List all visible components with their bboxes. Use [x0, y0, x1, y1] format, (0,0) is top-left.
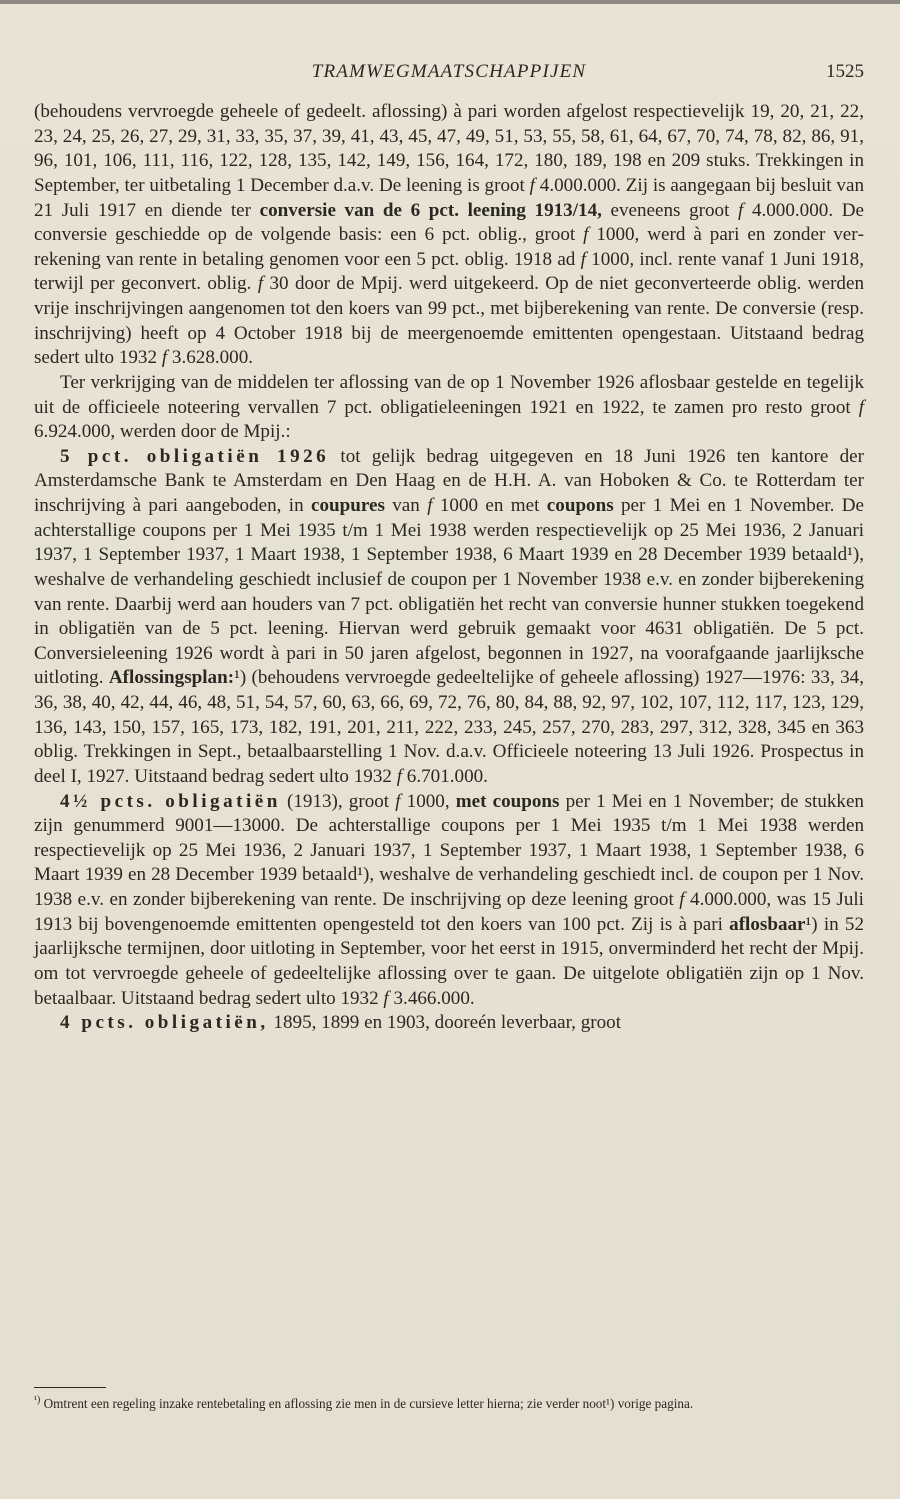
paragraph	[34, 445, 864, 790]
footnote	[34, 1395, 864, 1412]
running-title: TRAMWEGMAATSCHAPPIJEN	[311, 61, 587, 82]
running-head	[34, 61, 864, 87]
paragraph-text: f	[395, 790, 401, 812]
paragraph-text: 4.000.000, was 15 Juli 1913 bij bovengenoemde emittenten opengesteld tot den koers van 100 pct. Zij is à pari	[34, 889, 864, 935]
paragraph-text: f	[396, 765, 403, 787]
paragraph-text: 1895, 1899 en 1903, dooreén leverbaar, groot	[268, 1012, 622, 1034]
paragraph-text: per 1 Mei en 1 November. De achterstallige coupons per 1 Mei 1935 t/m 1 Mei 1938 werden respectievelijk op 25 Mei 1936, 2 Januari 1937, 1 September 1937, 1 Maart 1938, 1 September 1938, 6 Maart 1939 en 28 December 1939 betaald¹), weshalve de verhandeling geschiedt inclusief de coupon per 1 November 1938 e.v. en zonder bijberekening van rente. Daarbij werd aan houders van 7 pct. obligatiën het recht van conversie hunner stukken toegekend in obligatiën van de 5 pct. leening. Hiervan werd gebruik gemaakt voor 4631 obligatiën. De 5 pct. Conversieleening 1926 wordt à pari in 50 jaren afgelost, begonnen in 1927, na voorafgaande jaarlijksche uitloting.	[34, 495, 864, 689]
paragraph-text: 1000, werd à pari en zonder verrekening van rente in betaling genomen voor een 5 pct. oblig. 1918 ad	[34, 224, 864, 270]
page-top-edge	[0, 0, 900, 4]
footnote-text: Omtrent een regeling inzake rentebetaling en aflossing zie men in de cursieve letter hierna; zie verder noot¹) vorige pagina.	[40, 1396, 694, 1411]
paragraph-text: f	[580, 248, 586, 270]
emphasis-text: met coupons	[455, 790, 560, 812]
page-number: 1525	[826, 61, 864, 82]
paragraph-text: 30 door de Mpij. werd uitgekeerd. Op de niet geconverteerde oblig. werden vrije inschrijvingen aangenomen tot den koers van 99 pct., met bijberekening van rente. De conversie (resp. inschrijving) heeft op 4 October 1918 bij de meergenoemde emittenten opengestaan. Uitstaand bedrag sedert ulto 1932	[34, 273, 864, 369]
paragraph-text: ¹) in 52 jaarlijksche termijnen, door uitloting in September, voor het eerst in 1915, onverminderd het recht der Mpij. om tot vervroegde geheele of gedeeltelijke aflossing over te gaan. De uitgelote obligatiën zijn op 1 Nov. betaalbaar. Uitstaand bedrag sedert ulto 1932	[34, 913, 865, 1009]
paragraph-text: 6.701.000.	[402, 765, 488, 787]
paragraph-text: van	[384, 495, 428, 516]
paragraph	[34, 371, 864, 445]
paragraph-text: f	[738, 199, 744, 221]
paragraph-text: 1000,	[400, 790, 456, 812]
paragraph-text: f	[161, 347, 168, 369]
paragraph-text: 3.466.000.	[388, 987, 475, 1009]
paragraph-text: 3.628.000.	[167, 347, 254, 369]
paragraph-text: f	[383, 987, 389, 1009]
paragraph-text: (1913), groot	[280, 790, 396, 812]
paragraph-text: 1000, incl. rente vanaf 1 Juni 1918, terwijl per geconvert. oblig.	[34, 248, 864, 295]
emphasis-text: conversie van de 6 pct. leening 1913/14,	[259, 199, 602, 221]
loan-heading: 4½ pcts. obligatiën	[60, 790, 281, 812]
paragraph-text: f	[257, 273, 264, 295]
paragraph-text: f	[679, 889, 685, 910]
paragraph-text: f	[583, 224, 589, 246]
paragraph-text: (behoudens vervroegde geheele of gedeelt. aflossing) à pari worden afgelost respectievelijk 19, 20, 21, 22, 23, 24, 25, 26, 27, 29, 31, 33, 35, 37, 39, 41, 43, 45, 47, 49, 51, 53, 55, 58, 61, 64, 67, 70, 74, 78, 82, 86, 91, 96, 101, 106, 111, 116, 122, 128, 135, 142, 149, 156, 164, 172, 180, 189, 198 en 209 stuks. Trekkingen in September, ter uitbetaling 1 December d.a.v. De leening is groot	[34, 101, 864, 196]
emphasis-text: Aflossingsplan:	[108, 667, 235, 689]
paragraph-text: ¹) (behoudens vervroegde gedeeltelijke of geheele aflossing) 1927—1976: 33, 34, 36, 38, 40, 42, 44, 46, 48, 51, 54, 57, 60, 63, 66, 69, 72, 76, 80, 84, 88, 92, 97, 102, 107, 112, 117, 123, 129, 136, 143, 150, 157, 165, 173, 182, 191, 201, 211, 222, 233, 245, 257, 270, 283, 297, 312, 328, 345 en 363 oblig. Trekkingen in Sept., betaalbaarstelling 1 Nov. d.a.v. Officieele noteering 13 Juli 1926. Prospectus in deel I, 1927. Uitstaand bedrag sedert ulto 1932	[34, 667, 864, 787]
paragraph-text: 4.000.000. De conversie geschiedde op de volgende basis: een 6 pct. oblig., groot	[34, 199, 864, 246]
paragraph-text: 4.000.000. Zij is aangegaan bij besluit van 21 Juli 1917 en diende ter	[34, 174, 864, 221]
paragraph-text: 1000 en met	[432, 495, 547, 516]
emphasis-text: aflosbaar	[729, 913, 806, 935]
emphasis-text: coupures	[310, 495, 385, 516]
paragraph	[34, 100, 864, 371]
loan-heading: 5 pct. obligatiën 1926	[60, 445, 330, 467]
footnote-rule	[34, 1387, 106, 1388]
paragraph-text: f	[529, 174, 535, 196]
paragraph	[34, 790, 864, 1012]
paragraph-text: f	[858, 396, 864, 418]
paragraph-text: 6.924.000, werden door de Mpij.:	[34, 421, 291, 443]
paragraph-text: tot gelijk bedrag uitgegeven en 18 Juni 1926 ten kantore der Amsterdamsche Bank te Amsterdam en Den Haag en de H.H. A. van Hoboken & Co. te Rotterdam ter inschrijving à pari aangeboden, in	[34, 445, 864, 516]
paragraph-text: f	[427, 495, 433, 516]
paragraph-text: eveneens groot	[601, 199, 739, 221]
footnote-marker: ¹)	[34, 1394, 41, 1406]
paragraph-text: per 1 Mei en 1 November; de stukken zijn genummerd 9001—13000. De achterstallige coupons per 1 Mei 1935 t/m 1 Mei 1938 werden respectievelijk op 25 Mei 1936, 2 Januari 1937, 1 September 1937, 1 Maart 1938, 1 September 1938, 6 Maart 1939 en 28 December 1939 betaald¹), weshalve de verhandeling geschiedt incl. de coupon per 1 Nov. 1938 e.v. en zonder bijberekening van rente. De inschrijving op deze leening groot	[34, 790, 864, 910]
paragraph	[34, 1011, 864, 1036]
body-text	[34, 100, 864, 1036]
loan-heading: 4 pcts. obligatiën,	[60, 1012, 269, 1034]
paragraph-text: Ter verkrijging van de middelen ter aflossing van de op 1 November 1926 aflosbaar gestelde en tegelijk uit de officieele noteering vervallen 7 pct. obligatieleeningen 1921 en 1922, te zamen pro resto groot	[34, 371, 864, 418]
emphasis-text: coupons	[546, 495, 614, 516]
